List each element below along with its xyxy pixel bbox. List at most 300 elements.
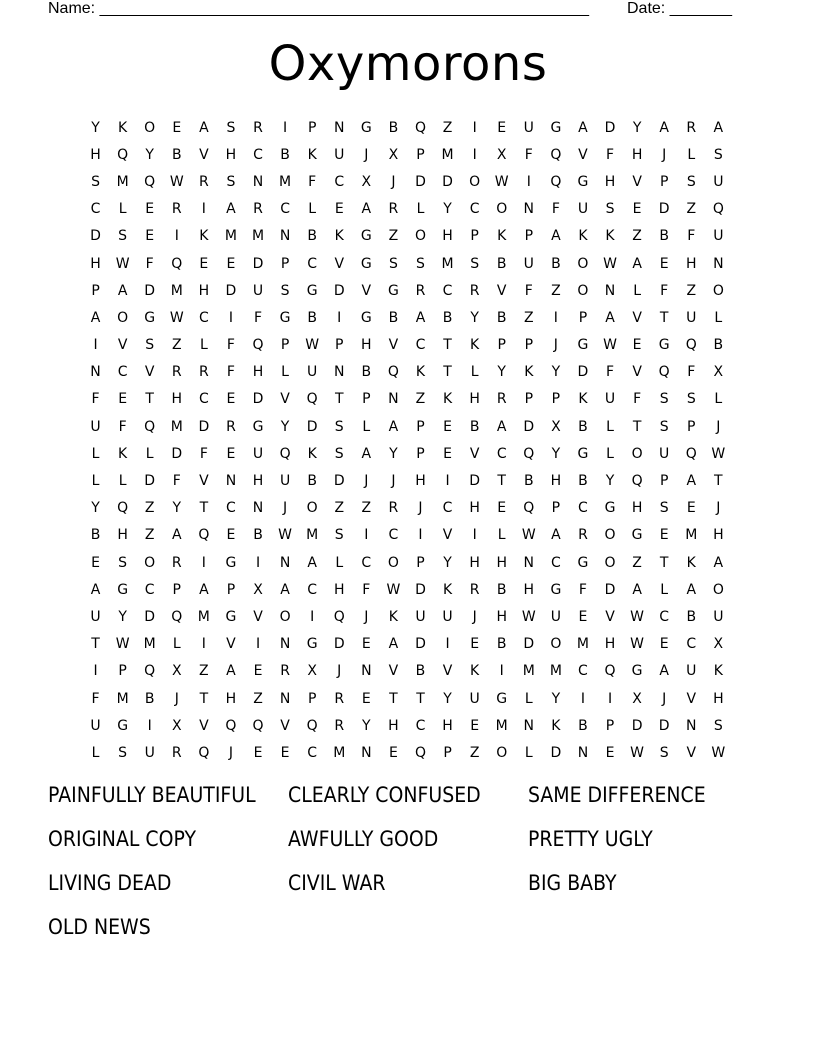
- grid-letter: A: [90, 309, 101, 326]
- grid-letter: A: [388, 418, 399, 435]
- grid-letter: V: [632, 173, 642, 190]
- grid-letter: W: [711, 445, 726, 462]
- grid-letter: N: [334, 364, 345, 381]
- grid-letter: L: [118, 201, 127, 218]
- grid-letter: L: [714, 309, 723, 326]
- grid-letter: H: [496, 554, 507, 571]
- word-bank-item: CLEARLY CONFUSED: [288, 783, 481, 807]
- grid-letter: G: [279, 309, 291, 326]
- word-bank-item: SAME DIFFERENCE: [528, 783, 706, 807]
- grid-letter: F: [578, 581, 587, 598]
- grid-letter: S: [334, 445, 344, 462]
- grid-letter: G: [225, 554, 237, 571]
- grid-letter: Y: [443, 201, 452, 218]
- grid-letter: H: [225, 690, 237, 707]
- grid-letter: W: [603, 337, 617, 354]
- grid-letter: U: [523, 119, 534, 136]
- grid-letter: C: [578, 663, 588, 680]
- grid-letter: C: [226, 500, 236, 517]
- grid-row: [82, 196, 732, 223]
- grid-letter: B: [144, 690, 155, 707]
- grid-letter: C: [198, 309, 209, 326]
- grid-letter: J: [716, 418, 721, 435]
- grid-letter: K: [307, 146, 317, 163]
- grid-letter: H: [685, 255, 697, 272]
- grid-letter: O: [712, 581, 724, 598]
- grid-letter: F: [91, 690, 100, 707]
- grid-letter: P: [335, 337, 344, 354]
- grid-letter: U: [334, 146, 345, 163]
- grid-letter: N: [523, 201, 535, 218]
- grid-letter: M: [685, 527, 698, 544]
- grid-letter: B: [578, 717, 588, 734]
- grid-letter: F: [551, 201, 560, 218]
- grid-letter: G: [252, 418, 264, 435]
- grid-letter: S: [470, 255, 480, 272]
- grid-letter: D: [252, 391, 264, 408]
- grid-letter: E: [605, 744, 615, 761]
- grid-letter: H: [550, 473, 562, 490]
- grid-letter: L: [281, 364, 289, 381]
- grid-letter: L: [118, 473, 127, 490]
- grid-letter: J: [391, 173, 396, 190]
- grid-letter: U: [523, 255, 534, 272]
- grid-letter: F: [145, 255, 154, 272]
- grid-letter: T: [659, 309, 669, 326]
- grid-letter: Q: [252, 337, 264, 354]
- grid-letter: Q: [523, 445, 535, 462]
- grid-letter: W: [630, 608, 645, 625]
- grid-letter: S: [334, 527, 344, 544]
- grid-row: [82, 277, 732, 304]
- grid-letter: D: [415, 581, 426, 598]
- grid-letter: I: [201, 201, 206, 218]
- grid-letter: Z: [686, 201, 697, 218]
- grid-letter: H: [198, 282, 210, 299]
- grid-letter: R: [171, 201, 182, 218]
- grid-letter: H: [388, 717, 399, 734]
- grid-letter: K: [578, 228, 588, 245]
- grid-row: [82, 223, 732, 250]
- grid-letter: A: [605, 309, 615, 326]
- grid-letter: B: [415, 663, 426, 680]
- grid-letter: P: [280, 337, 290, 354]
- grid-letter: P: [524, 337, 534, 354]
- grid-letter: U: [90, 608, 101, 625]
- grid-letter: W: [169, 173, 184, 190]
- grid-letter: U: [90, 717, 101, 734]
- grid-letter: Y: [280, 418, 290, 435]
- grid-letter: O: [712, 282, 724, 299]
- grid-letter: E: [443, 418, 452, 435]
- grid-letter: Q: [225, 717, 237, 734]
- grid-letter: E: [388, 744, 398, 761]
- grid-letter: F: [199, 445, 208, 462]
- grid-letter: M: [116, 690, 129, 707]
- grid-letter: I: [310, 608, 315, 625]
- grid-letter: H: [469, 500, 480, 517]
- grid-letter: M: [306, 527, 319, 544]
- grid-letter: Y: [118, 608, 127, 625]
- grid-letter: J: [662, 146, 667, 163]
- grid-letter: V: [199, 717, 209, 734]
- grid-letter: Y: [551, 364, 561, 381]
- grid-letter: T: [199, 690, 209, 707]
- grid-letter: H: [361, 337, 372, 354]
- grid-letter: B: [496, 581, 507, 598]
- grid-letter: F: [633, 391, 642, 408]
- grid-letter: D: [333, 636, 345, 653]
- grid-letter: O: [387, 554, 399, 571]
- grid-letter: Z: [361, 500, 372, 517]
- grid-letter: B: [253, 527, 263, 544]
- grid-letter: S: [145, 337, 155, 354]
- grid-letter: T: [416, 690, 425, 707]
- grid-letter: A: [713, 119, 724, 136]
- grid-letter: N: [523, 717, 535, 734]
- grid-letter: W: [169, 309, 184, 326]
- grid-letter: D: [631, 717, 643, 734]
- grid-letter: J: [553, 337, 558, 354]
- word-bank-item: BIG BABY: [528, 871, 617, 895]
- grid-letter: K: [551, 717, 561, 734]
- grid-letter: S: [118, 228, 128, 245]
- grid-letter: J: [391, 473, 396, 490]
- grid-letter: D: [333, 282, 345, 299]
- grid-letter: V: [199, 473, 209, 490]
- grid-letter: W: [711, 744, 726, 761]
- grid-letter: F: [524, 146, 533, 163]
- grid-letter: H: [523, 581, 535, 598]
- letter-grid: [82, 114, 732, 767]
- grid-letter: J: [174, 690, 179, 707]
- grid-letter: B: [361, 364, 372, 381]
- grid-letter: R: [334, 690, 345, 707]
- grid-letter: C: [144, 581, 155, 598]
- grid-letter: K: [524, 364, 534, 381]
- grid-letter: H: [252, 364, 264, 381]
- grid-letter: C: [496, 445, 507, 462]
- grid-letter: E: [172, 119, 182, 136]
- grid-letter: V: [117, 337, 128, 354]
- grid-letter: C: [280, 201, 290, 218]
- grid-letter: C: [388, 527, 399, 544]
- grid-letter: H: [252, 473, 264, 490]
- grid-letter: G: [306, 636, 318, 653]
- grid-letter: G: [496, 690, 508, 707]
- grid-letter: F: [687, 364, 696, 381]
- grid-letter: Q: [523, 500, 535, 517]
- grid-letter: U: [442, 608, 453, 625]
- grid-letter: I: [418, 527, 423, 544]
- grid-letter: R: [171, 554, 182, 571]
- grid-letter: I: [472, 527, 477, 544]
- grid-letter: R: [253, 201, 263, 218]
- grid-letter: L: [470, 364, 479, 381]
- grid-letter: N: [279, 228, 291, 245]
- grid-letter: B: [496, 309, 507, 326]
- grid-letter: X: [713, 636, 724, 653]
- grid-letter: I: [174, 228, 179, 245]
- grid-letter: H: [333, 581, 345, 598]
- grid-letter: C: [578, 500, 588, 517]
- grid-letter: Q: [414, 744, 426, 761]
- grid-letter: U: [144, 744, 155, 761]
- grid-letter: R: [226, 418, 236, 435]
- word-bank-item: CIVIL WAR: [288, 871, 386, 895]
- grid-letter: Z: [686, 282, 697, 299]
- grid-letter: Z: [199, 663, 209, 680]
- grid-letter: O: [306, 500, 318, 517]
- grid-letter: D: [523, 418, 535, 435]
- grid-letter: U: [713, 608, 724, 625]
- grid-letter: L: [91, 744, 100, 761]
- grid-letter: C: [442, 500, 453, 517]
- grid-letter: M: [495, 717, 508, 734]
- grid-letter: Z: [632, 554, 642, 571]
- grid-row: [82, 250, 732, 277]
- grid-letter: P: [226, 581, 236, 598]
- grid-letter: P: [687, 418, 696, 435]
- grid-letter: R: [171, 744, 182, 761]
- grid-letter: B: [388, 119, 399, 136]
- grid-letter: Z: [253, 690, 263, 707]
- grid-letter: Q: [333, 608, 345, 625]
- grid-letter: A: [632, 255, 642, 272]
- grid-letter: A: [361, 445, 372, 462]
- grid-letter: C: [90, 201, 101, 218]
- grid-letter: Y: [91, 500, 100, 517]
- grid-letter: L: [633, 282, 641, 299]
- grid-letter: O: [144, 554, 156, 571]
- grid-letter: Q: [171, 608, 183, 625]
- name-field-label: Name: _______________________________________________________: [48, 0, 589, 17]
- grid-letter: F: [687, 228, 696, 245]
- grid-letter: I: [201, 554, 206, 571]
- grid-letter: Q: [144, 663, 156, 680]
- grid-letter: D: [415, 636, 426, 653]
- grid-letter: D: [604, 119, 616, 136]
- grid-letter: P: [605, 717, 615, 734]
- grid-letter: A: [415, 309, 426, 326]
- grid-letter: Q: [604, 663, 616, 680]
- grid-letter: D: [225, 282, 237, 299]
- grid-letter: X: [388, 146, 399, 163]
- grid-letter: C: [307, 581, 318, 598]
- grid-letter: U: [469, 690, 480, 707]
- grid-letter: B: [551, 255, 561, 272]
- grid-letter: B: [442, 309, 453, 326]
- grid-letter: P: [659, 473, 669, 490]
- grid-letter: G: [577, 337, 589, 354]
- grid-letter: B: [90, 527, 101, 544]
- grid-letter: V: [280, 391, 290, 408]
- grid-letter: B: [280, 146, 290, 163]
- grid-letter: C: [334, 173, 345, 190]
- grid-letter: H: [415, 473, 426, 490]
- grid-letter: Y: [172, 500, 182, 517]
- grid-letter: E: [334, 201, 344, 218]
- grid-letter: J: [418, 500, 423, 517]
- grid-letter: K: [307, 445, 317, 462]
- grid-letter: E: [632, 337, 642, 354]
- grid-letter: J: [472, 608, 477, 625]
- word-bank: [48, 780, 768, 942]
- grid-letter: Z: [144, 527, 155, 544]
- grid-letter: T: [443, 364, 452, 381]
- grid-letter: U: [252, 445, 264, 462]
- page-title: Oxymorons: [268, 36, 548, 92]
- grid-letter: C: [659, 608, 670, 625]
- grid-letter: G: [631, 663, 643, 680]
- grid-letter: M: [522, 663, 535, 680]
- grid-letter: D: [144, 282, 156, 299]
- grid-letter: P: [118, 663, 127, 680]
- date-field-label: Date: _______: [627, 0, 732, 17]
- grid-letter: A: [659, 119, 669, 136]
- grid-letter: X: [307, 663, 317, 680]
- grid-letter: N: [523, 554, 535, 571]
- grid-letter: G: [360, 119, 372, 136]
- grid-letter: D: [442, 173, 453, 190]
- grid-letter: D: [306, 418, 318, 435]
- grid-letter: D: [252, 255, 264, 272]
- grid-letter: R: [253, 119, 263, 136]
- grid-letter: G: [550, 581, 562, 598]
- grid-letter: X: [713, 364, 724, 381]
- grid-letter: D: [577, 364, 589, 381]
- grid-letter: F: [308, 173, 317, 190]
- grid-letter: M: [333, 744, 346, 761]
- word-bank-item: LIVING DEAD: [48, 871, 172, 895]
- grid-letter: Q: [550, 146, 562, 163]
- grid-letter: V: [388, 663, 399, 680]
- grid-letter: Q: [414, 119, 426, 136]
- grid-letter: D: [658, 717, 670, 734]
- grid-letter: Q: [631, 473, 643, 490]
- grid-letter: V: [469, 445, 480, 462]
- grid-letter: Q: [117, 146, 129, 163]
- grid-letter: A: [632, 581, 642, 598]
- grid-letter: Z: [523, 309, 534, 326]
- grid-letter: H: [442, 228, 453, 245]
- grid-letter: J: [364, 146, 369, 163]
- grid-letter: V: [605, 608, 615, 625]
- grid-letter: Q: [387, 364, 399, 381]
- grid-letter: S: [226, 119, 236, 136]
- grid-letter: X: [171, 663, 182, 680]
- grid-letter: L: [606, 418, 614, 435]
- grid-letter: H: [604, 173, 616, 190]
- grid-letter: M: [116, 173, 129, 190]
- grid-letter: S: [91, 173, 100, 190]
- grid-letter: L: [335, 554, 344, 571]
- grid-letter: F: [118, 418, 127, 435]
- grid-letter: K: [199, 228, 209, 245]
- grid-letter: P: [497, 337, 506, 354]
- grid-letter: X: [551, 418, 561, 435]
- grid-letter: N: [686, 717, 697, 734]
- grid-letter: S: [713, 146, 723, 163]
- grid-letter: E: [253, 744, 263, 761]
- grid-letter: S: [388, 255, 398, 272]
- grid-letter: U: [604, 391, 616, 408]
- grid-letter: H: [631, 500, 643, 517]
- grid-letter: Q: [279, 445, 291, 462]
- grid-letter: N: [90, 364, 101, 381]
- grid-row: [82, 522, 732, 549]
- grid-letter: X: [496, 146, 507, 163]
- grid-letter: M: [441, 146, 454, 163]
- grid-letter: G: [387, 282, 399, 299]
- grid-letter: J: [662, 690, 667, 707]
- grid-letter: T: [443, 337, 452, 354]
- grid-letter: Y: [497, 364, 506, 381]
- grid-letter: M: [170, 282, 183, 299]
- grid-letter: K: [713, 663, 723, 680]
- grid-letter: Z: [144, 500, 155, 517]
- grid-letter: E: [226, 391, 236, 408]
- grid-letter: L: [660, 581, 669, 598]
- grid-letter: P: [659, 173, 669, 190]
- grid-letter: L: [308, 201, 317, 218]
- grid-letter: P: [280, 255, 290, 272]
- grid-letter: G: [360, 228, 372, 245]
- grid-letter: U: [279, 473, 291, 490]
- grid-letter: E: [578, 608, 588, 625]
- grid-letter: P: [524, 391, 534, 408]
- grid-letter: V: [361, 282, 372, 299]
- grid-letter: K: [334, 228, 344, 245]
- grid-letter: S: [118, 744, 128, 761]
- grid-letter: H: [469, 554, 480, 571]
- grid-letter: S: [416, 255, 425, 272]
- grid-letter: J: [228, 744, 233, 761]
- grid-letter: I: [607, 690, 613, 707]
- grid-letter: O: [469, 173, 481, 190]
- grid-letter: L: [172, 636, 181, 653]
- grid-letter: P: [307, 119, 317, 136]
- grid-letter: V: [280, 717, 290, 734]
- grid-letter: D: [144, 473, 156, 490]
- grid-letter: Q: [144, 418, 156, 435]
- grid-letter: L: [687, 146, 696, 163]
- grid-letter: D: [550, 744, 562, 761]
- grid-letter: H: [117, 527, 128, 544]
- grid-letter: V: [632, 364, 642, 381]
- grid-letter: C: [307, 255, 318, 272]
- grid-letter: R: [334, 717, 345, 734]
- grid-letter: T: [199, 500, 209, 517]
- grid-letter: V: [686, 690, 697, 707]
- grid-letter: V: [442, 663, 453, 680]
- grid-letter: I: [499, 663, 504, 680]
- grid-letter: D: [144, 608, 156, 625]
- grid-letter: V: [226, 636, 236, 653]
- grid-row: [82, 141, 732, 168]
- grid-letter: H: [604, 636, 616, 653]
- grid-row: [82, 332, 732, 359]
- grid-letter: R: [171, 364, 182, 381]
- grid-letter: S: [334, 418, 344, 435]
- grid-letter: S: [659, 744, 669, 761]
- grid-letter: X: [171, 717, 182, 734]
- grid-letter: A: [578, 119, 588, 136]
- grid-letter: S: [659, 500, 669, 517]
- grid-letter: P: [551, 391, 561, 408]
- grid-letter: K: [442, 391, 453, 408]
- grid-letter: R: [280, 663, 290, 680]
